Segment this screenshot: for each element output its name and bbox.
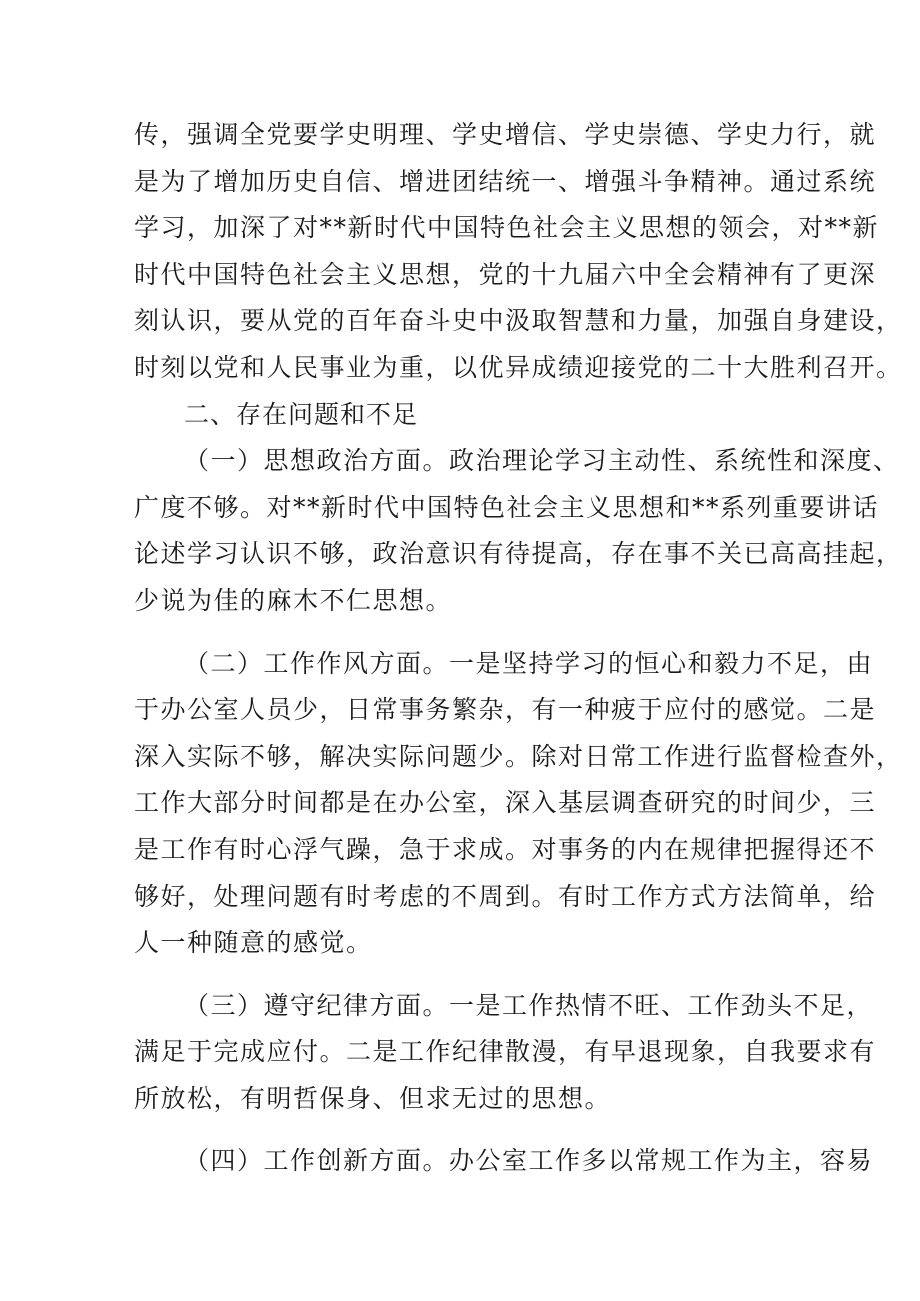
text-line: 传，强调全党要学史明理、学史增信、学史崇德、学史力行，就 <box>134 120 877 149</box>
text-line: 学习，加深了对**新时代中国特色社会主义思想的领会，对**新 <box>134 213 880 243</box>
text-line: （二）工作作风方面。一是坚持学习的恒心和毅力不足，由 <box>184 648 874 678</box>
text-line: 刻认识，要从党的百年奋斗史中汲取智慧和力量，加强自身建设， <box>134 306 903 336</box>
text-line: （三）遵守纪律方面。一是工作热情不旺、工作劲头不足， <box>184 990 874 1020</box>
text-line: 论述学习认识不够，政治意识有待提高，存在事不关已高高挂起， <box>134 539 903 569</box>
text-line: 深入实际不够，解决实际问题少。除对日常工作进行监督检查外， <box>134 741 903 771</box>
text-line: 所放松，有明哲保身、但求无过的思想。 <box>134 1083 612 1113</box>
paragraph-discipline <box>134 983 877 1123</box>
text-line: 于办公室人员少，日常事务繁杂，有一种疲于应付的感觉。二是 <box>134 695 877 725</box>
paragraph-work-style <box>134 641 903 967</box>
paragraph-gap <box>134 1122 798 1138</box>
text-line: 工作大部分时间都是在办公室，深入基层调查研究的时间少，三 <box>134 788 877 818</box>
document-body <box>134 112 903 1185</box>
section-heading: 二、存在问题和不足 <box>184 399 419 429</box>
paragraph-gap <box>134 625 798 641</box>
text-line: 人一种随意的感觉。 <box>134 928 373 958</box>
text-line: 广度不够。对**新时代中国特色社会主义思想和**系列重要讲话 <box>134 492 880 522</box>
continuation-paragraph <box>134 112 903 392</box>
paragraph-ideology <box>134 438 903 624</box>
text-line: 少说为佳的麻木不仁思想。 <box>134 585 453 615</box>
paragraph-gap <box>134 967 798 983</box>
text-line: 是工作有时心浮气躁，急于求成。对事务的内在规律把握得还不 <box>134 834 877 864</box>
text-line: （四）工作创新方面。办公室工作多以常规工作为主，容易 <box>184 1146 874 1176</box>
text-line: （一）思想政治方面。政治理论学习主动性、系统性和深度、 <box>184 446 900 476</box>
text-line: 是为了增加历史自信、增进团结统一、增强斗争精神。通过系统 <box>134 166 877 196</box>
text-line: 时代中国特色社会主义思想，党的十九届六中全会精神有了更深 <box>134 259 877 289</box>
text-line: 够好，处理问题有时考虑的不周到。有时工作方式方法简单，给 <box>134 881 877 911</box>
text-line: 满足于完成应付。二是工作纪律散漫，有早退现象，自我要求有 <box>134 1037 877 1067</box>
paragraph-innovation <box>134 1138 874 1185</box>
text-line: 时刻以党和人民事业为重，以优异成绩迎接党的二十大胜利召开。 <box>134 352 903 382</box>
